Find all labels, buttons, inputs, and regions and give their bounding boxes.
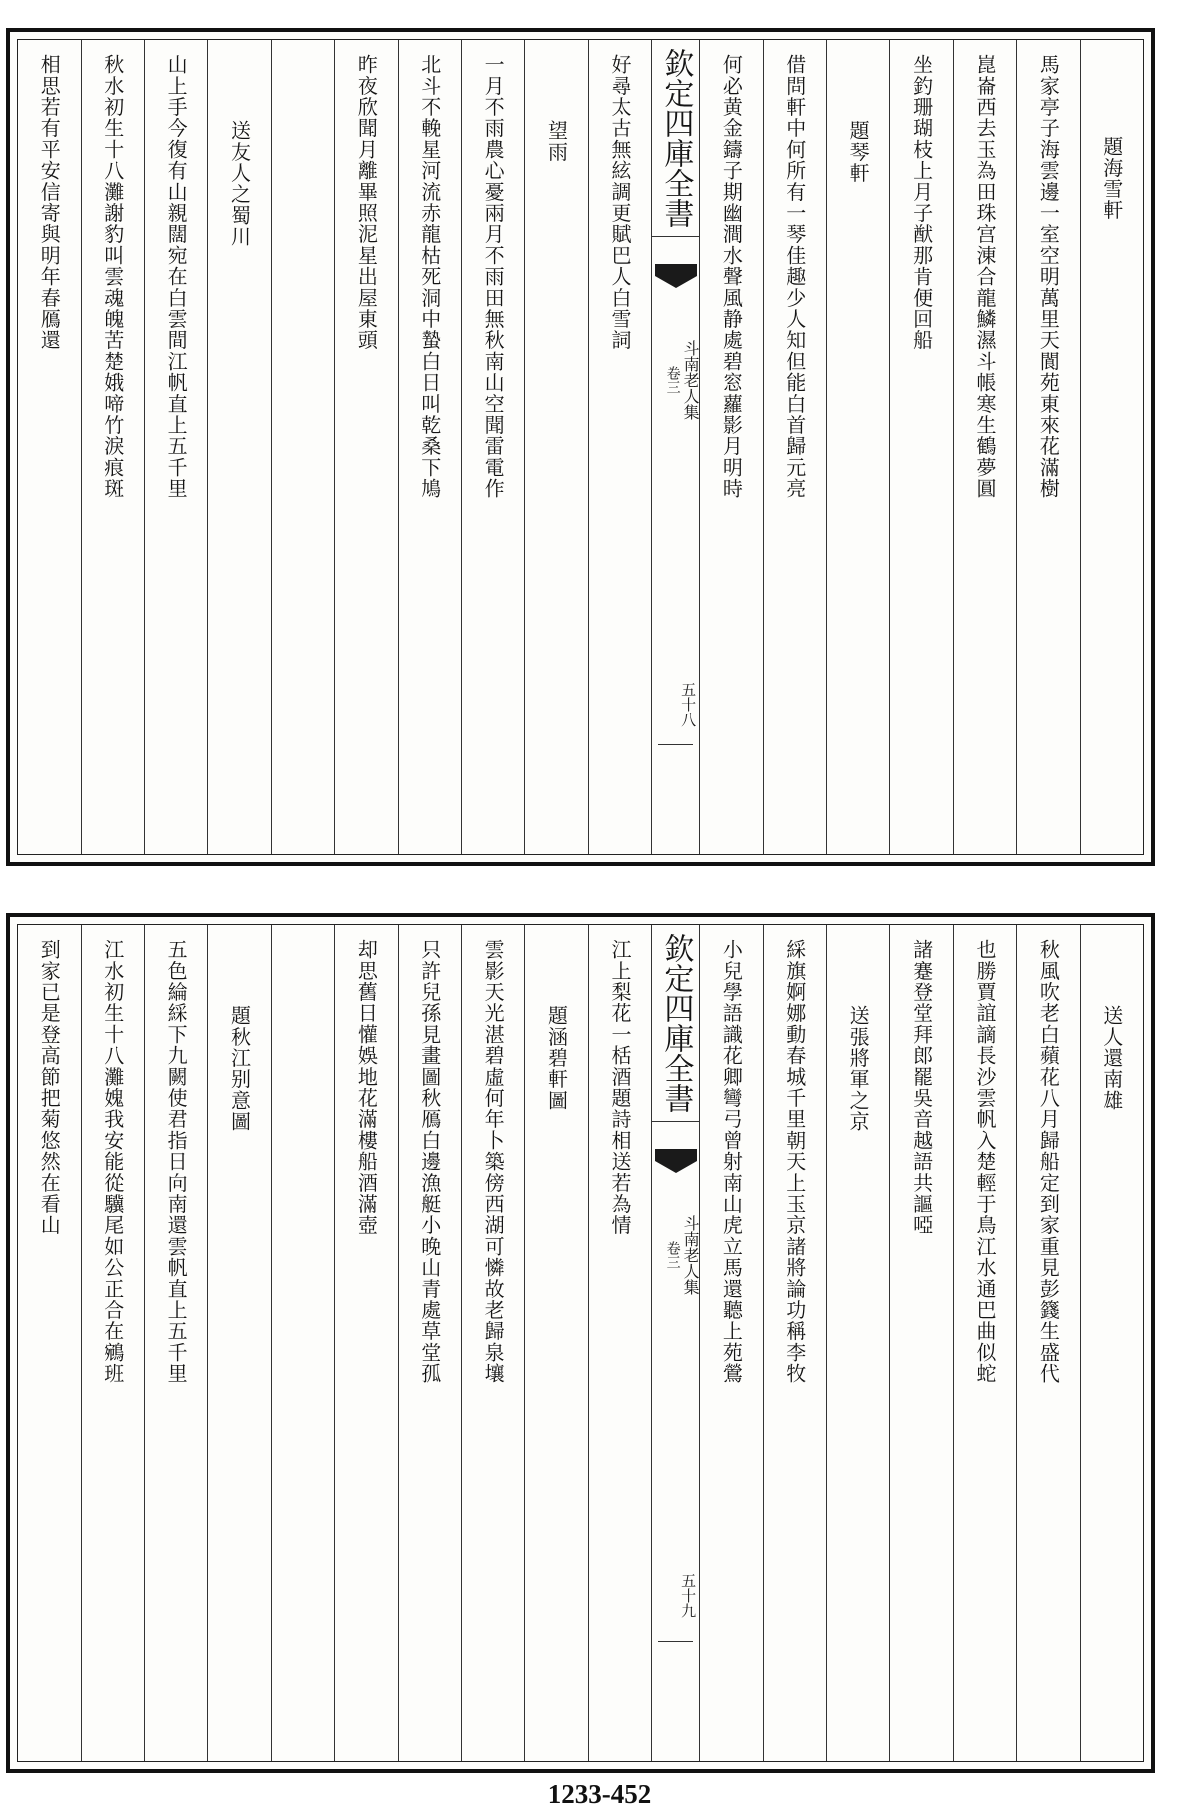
center-margin-column xyxy=(651,40,699,854)
series-title: 欽定四庫全書 xyxy=(652,44,699,237)
folio-number: 五十九 xyxy=(679,1573,698,1618)
verse-column xyxy=(1016,40,1079,855)
center-margin-rule xyxy=(658,1641,693,1642)
verse-column xyxy=(81,925,144,1762)
heading-column xyxy=(826,925,889,1762)
juan-label: 卷三 xyxy=(664,1241,681,1269)
verse-line: 好尋太古無絃調更賦巴人白雪詞 xyxy=(607,54,632,351)
heading-column xyxy=(207,925,270,1762)
verse-column xyxy=(398,40,461,855)
verse-column xyxy=(144,40,207,855)
verse-column xyxy=(18,40,80,855)
poem-title: 題海雪軒 xyxy=(1099,136,1124,221)
verse-column xyxy=(81,40,144,855)
verse-line: 坐釣珊瑚枝上月子猷那肯便回船 xyxy=(909,54,934,351)
text-grid xyxy=(17,924,1144,1762)
verse-column xyxy=(461,40,524,855)
verse-column xyxy=(953,925,1016,1762)
verse-line: 江上梨花一栝酒題詩相送若為情 xyxy=(607,939,632,1236)
verse-line: 借問軒中何所有一琴佳趣少人知但能白首歸元亮 xyxy=(782,54,807,500)
verse-column xyxy=(461,925,524,1762)
verse-column xyxy=(699,925,762,1762)
verse-column xyxy=(763,40,826,855)
verse-column xyxy=(763,925,826,1762)
verse-line: 却思舊日懽娛地花滿樓船酒滿壺 xyxy=(354,939,379,1236)
book-title: 斗南老人集 xyxy=(681,1215,701,1295)
verse-column xyxy=(144,925,207,1762)
verse-line: 只許兒孫見畫圖秋鴈白邊漁艇小晚山青處草堂孤 xyxy=(417,939,442,1385)
poem-title: 題涵碧軒圖 xyxy=(544,1005,569,1111)
verse-column xyxy=(953,40,1016,855)
verse-line: 山上手今復有山親闊宛在白雲間江帆直上五千里 xyxy=(164,54,189,500)
verse-column xyxy=(889,40,952,855)
verse-column xyxy=(18,925,80,1762)
poem-title: 送友人之蜀川 xyxy=(227,120,252,248)
verse-line: 秋風吹老白蘋花八月歸船定到家重見彭籛生盛代 xyxy=(1036,939,1061,1385)
verse-line: 也勝賈誼謫長沙雲帆入楚輕于鳥江水通巴曲似蛇 xyxy=(972,939,997,1385)
juan-label: 卷三 xyxy=(664,366,681,394)
verse-line: 崑崙西去玉為田珠宫涷合龍鱗濕斗帳寒生鶴夢圓 xyxy=(972,54,997,500)
folio-number: 五十八 xyxy=(679,682,698,727)
text-grid xyxy=(17,39,1144,855)
verse-line: 雲影天光湛碧虛何年卜築傍西湖可憐故老歸泉壤 xyxy=(481,939,506,1385)
verse-line: 江水初生十八灘媿我安能從驥尾如公正合在鵷班 xyxy=(100,939,125,1385)
verse-column xyxy=(334,925,397,1762)
heading-column xyxy=(207,40,270,855)
verse-line: 綵旗婀娜動春城千里朝天上玉京諸將論功稱李牧 xyxy=(782,939,807,1385)
heading-column xyxy=(524,925,587,1762)
book-title: 斗南老人集 xyxy=(681,340,701,420)
verse-line: 諸蹇登堂拜郎罷吳音越語共謳啞 xyxy=(909,939,934,1236)
verse-line: 北斗不輓星河流赤龍枯死洞中蟄白日叫乾桑下鳩 xyxy=(417,54,442,500)
verse-line: 馬家亭子海雲邊一室空明萬里天閬苑東來花滿樹 xyxy=(1036,54,1061,500)
blank-column xyxy=(271,40,334,855)
book-title-block xyxy=(652,1215,699,1295)
verse-line: 相思若有平安信寄與明年春鴈還 xyxy=(37,54,62,351)
series-title: 欽定四庫全書 xyxy=(652,929,699,1122)
verse-column xyxy=(889,925,952,1762)
fishtail-mark-icon xyxy=(655,264,697,290)
verse-column xyxy=(699,40,762,855)
book-title-block xyxy=(652,340,699,420)
verse-column xyxy=(588,925,651,1762)
page-top xyxy=(6,28,1155,866)
page-bottom xyxy=(6,913,1155,1773)
verse-line: 秋水初生十八灘謝豹叫雲魂魄苦楚娥啼竹淚痕斑 xyxy=(100,54,125,500)
poem-title: 題琴軒 xyxy=(846,120,871,184)
heading-column xyxy=(524,40,587,855)
verse-column xyxy=(334,40,397,855)
verse-line: 五色綸綵下九闕使君指日向南還雲帆直上五千里 xyxy=(164,939,189,1385)
fishtail-mark-icon xyxy=(655,1149,697,1175)
poem-title: 望雨 xyxy=(544,120,569,163)
page-reference: 1233-452 xyxy=(547,1779,652,1809)
center-margin-column xyxy=(651,925,699,1761)
verse-column xyxy=(588,40,651,855)
verse-line: 昨夜欣聞月離畢照泥星出屋東頭 xyxy=(354,54,379,351)
heading-column xyxy=(1080,40,1143,855)
poem-title: 送張將軍之京 xyxy=(846,1005,871,1133)
poem-title: 題秋江别意圖 xyxy=(227,1005,252,1133)
blank-column xyxy=(271,925,334,1762)
verse-column xyxy=(1016,925,1079,1762)
verse-line: 到家已是登高節把菊悠然在看山 xyxy=(37,939,62,1236)
heading-column xyxy=(1080,925,1143,1762)
center-margin-rule xyxy=(658,744,693,745)
poem-title: 送人還南雄 xyxy=(1099,1005,1124,1111)
verse-line: 何必黄金鑄子期幽澗水聲風静處碧窓蘿影月明時 xyxy=(719,54,744,500)
verse-line: 小兒學語識花卿彎弓曾射南山虎立馬還聽上苑鶯 xyxy=(719,939,744,1385)
heading-column xyxy=(826,40,889,855)
verse-line: 一月不雨農心憂兩月不雨田無秋南山空聞雷電作 xyxy=(481,54,506,500)
verse-column xyxy=(398,925,461,1762)
